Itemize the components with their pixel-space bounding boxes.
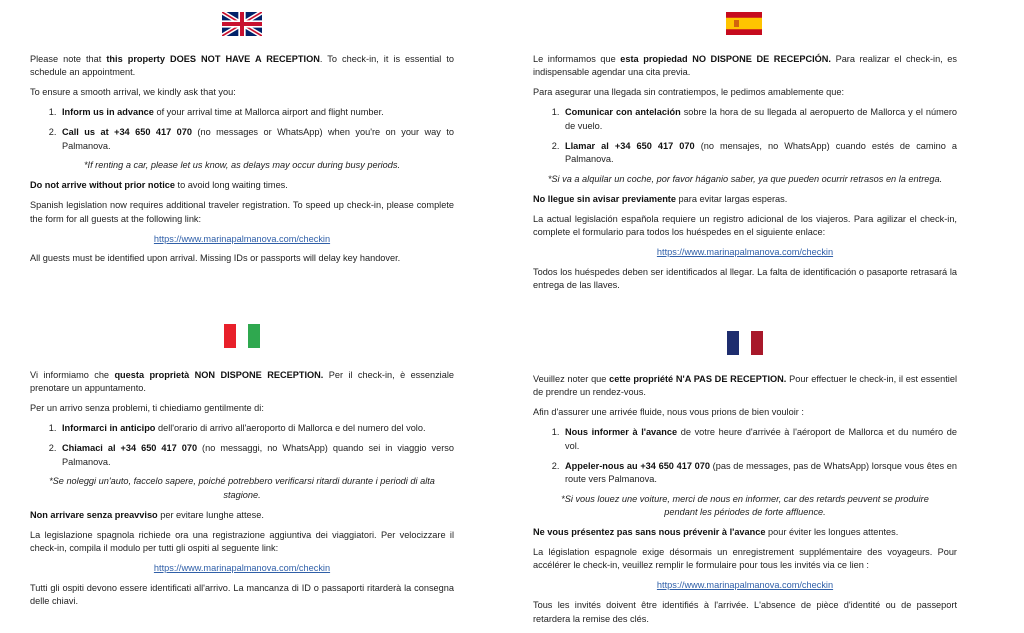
intro-paragraph: Please note that this property DOES NOT HAVE A RECEPTION. To check-in, it is essential to schedule an appointment. [30,54,454,78]
french-section [533,373,957,633]
checkin-link[interactable]: https://www.marinapalmanova.com/checkin [153,233,331,244]
list-item: 2. Appeler-nous au +34 650 417 070 (pas de messages, pas de WhatsApp) lorsque vous êtes en route vers Palmanova. [562,460,957,487]
car-rental-note: *If renting a car, please let us know, as delays may occur during busy periods. [83,160,401,171]
list-item: 1. Informarci in anticipo dell'orario di arrivo all'aeroporto di Mallorca e del numero del volo. [59,422,454,435]
identification-paragraph: Todos los huéspedes deben ser identificados al llegar. La falta de identificación o pasaporte retrasará la entrega de las llaves. [533,266,957,291]
identification-paragraph: All guests must be identified upon arrival. Missing IDs or passports will delay key handover. [30,253,401,264]
identification-paragraph: Tutti gli ospiti devono essere identificati all'arrivo. La mancanza di ID o passaporti ritarderà la consegna delle chiavi. [30,582,454,607]
legislation-paragraph: La législation espagnole exige désormais un enregistrement supplémentaire des voyageurs. Pour accélérer le check-in, veuillez remplir le formulaire pour tous les invités via ce lien : [533,547,957,571]
legislation-paragraph: La legislazione spagnola richiede ora una registrazione aggiuntiva dei viaggiatori. Per velocizzare il check-in, compila il modulo per tutti gli ospiti al seguente link: [30,529,454,554]
request-intro: To ensure a smooth arrival, we kindly ask that you: [30,87,236,98]
intro-paragraph: Le informamos que esta propiedad NO DISPONE DE RECEPCIÓN. Para realizar el check-in, es indispensable agendar una cita previa. [533,54,958,78]
checkin-link[interactable]: https://www.marinapalmanova.com/checkin [656,246,834,257]
legislation-paragraph: La actual legislación española requiere un registro adicional de los viajeros. Para agilizar el check-in, complete el formulario para todos los huéspedes en el siguiente enlace: [533,213,957,238]
list-item: 2. Llamar al +34 650 417 070 (no mensajes, no WhatsApp) cuando estés de camino a Palmanova. [562,140,957,167]
identification-paragraph: Tous les invités doivent être identifiés à l'arrivée. L'absence de pièce d'identité ou de passeport retardera la remise des clés. [533,600,957,624]
notice-paragraph: Do not arrive without prior notice to avoid long waiting times. [30,180,288,191]
instructions-list [533,426,957,486]
intro-paragraph: Veuillez noter que cette propriété N'A PAS DE RECEPTION. Pour effectuer le check-in, il est essentiel de prendre un rendez-vous. [533,374,957,398]
list-item: 1. Comunicar con antelación sobre la hora de su llegada al aeropuerto de Mallorca y el número de vuelo. [562,106,957,133]
france-flag-icon [727,331,763,355]
checkin-link[interactable]: https://www.marinapalmanova.com/checkin [153,562,331,573]
list-item: 2. Call us at +34 650 417 070 (no messages or WhatsApp) when you're on your way to Palmanova. [59,126,454,153]
italian-section [30,369,454,615]
request-intro: Per un arrivo senza problemi, ti chiediamo gentilmente di: [30,403,264,414]
legislation-paragraph: Spanish legislation now requires additional traveler registration. To speed up check-in, please complete the form for all guests at the following link: [30,200,454,224]
checkin-link[interactable]: https://www.marinapalmanova.com/checkin [656,580,834,591]
instructions-list [30,106,454,153]
english-section [30,53,454,272]
request-intro: Afin d'assurer une arrivée fluide, nous vous prions de bien vouloir : [533,407,804,418]
list-item: 1. Inform us in advance of your arrival time at Mallorca airport and flight number. [59,106,454,119]
spanish-section [533,53,957,299]
spain-flag-icon [726,12,762,35]
uk-flag-icon [222,12,262,36]
instructions-list [30,422,454,469]
notice-paragraph: Ne vous présentez pas sans nous prévenir à l'avance pour éviter les longues attentes. [533,527,899,538]
instructions-list [533,106,957,166]
italy-flag-icon [224,324,260,348]
list-item: 1. Nous informer à l'avance de votre heure d'arrivée à l'aéroport de Mallorca et du numéro de vol. [562,426,957,453]
intro-paragraph: Vi informiamo che questa proprietà NON DISPONE RECEPTION. Per il check-in, è essenziale prenotare un appuntamento. [30,370,454,394]
request-intro: Para asegurar una llegada sin contratiempos, le pedimos amablemente que: [533,87,845,98]
notice-paragraph: No llegue sin avisar previamente para evitar largas esperas. [533,193,788,204]
car-rental-note: *Si vous louez une voiture, merci de nous en informer, car des retards peuvent se produire pendant les périodes de forte affluence. [561,493,929,518]
car-rental-note: *Si va a alquilar un coche, por favor háganio saber, ya que pueden ocurrir retrasos en la entrega. [547,173,943,184]
car-rental-note: *Se noleggi un'auto, faccelo sapere, poiché potrebbero verificarsi ritardi durante i periodi di alta stagione. [49,476,435,500]
notice-paragraph: Non arrivare senza preavviso per evitare lunghe attese. [30,509,264,520]
list-item: 2. Chiamaci al +34 650 417 070 (no messaggi, no WhatsApp) quando sei in viaggio verso Palmanova. [59,442,454,469]
